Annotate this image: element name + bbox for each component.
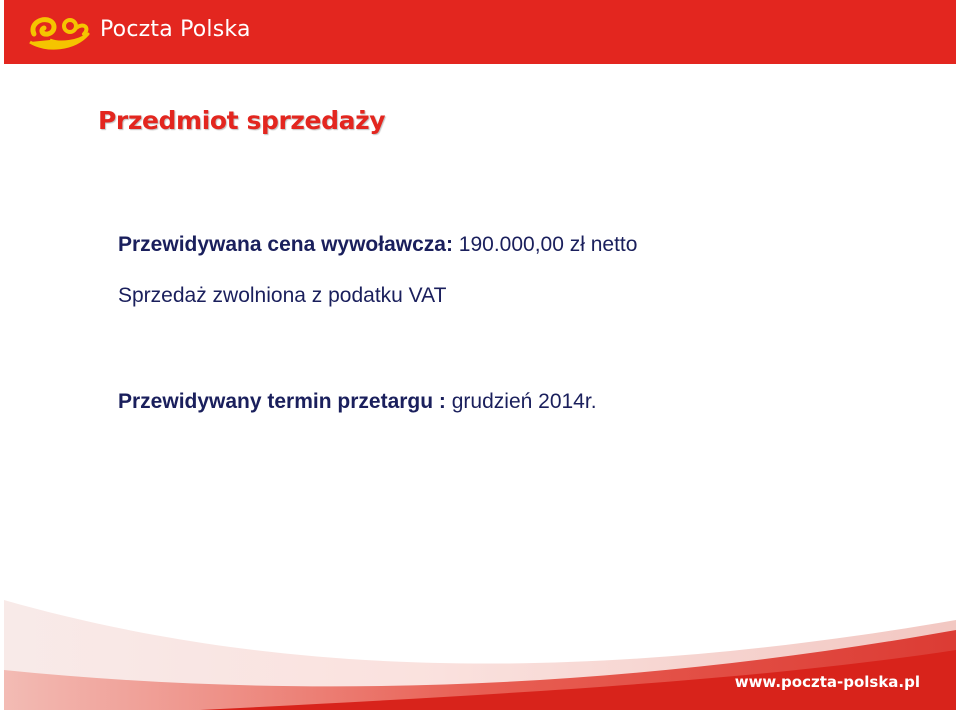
- tender-value: grudzień 2014r.: [445, 390, 597, 413]
- brand-logo: [26, 12, 266, 52]
- poczta-polska-horn-icon: [26, 12, 96, 52]
- price-value: 190.000,00 zł netto: [452, 233, 638, 256]
- brand-name: Poczta Polska: [100, 17, 251, 42]
- price-label: Przewidywana cena wywoławcza:: [118, 233, 453, 256]
- slide-title: Przedmiot sprzedaży: [98, 106, 386, 135]
- tender-line: [118, 390, 597, 414]
- tender-label: Przewidywany termin przetargu :: [118, 390, 446, 413]
- header-bar: [4, 0, 956, 64]
- footer-swoosh: [0, 560, 960, 716]
- website-link[interactable]: www.poczta-polska.pl: [734, 673, 920, 691]
- vat-note: Sprzedaż zwolniona z podatku VAT: [118, 284, 447, 307]
- price-line: [118, 233, 637, 257]
